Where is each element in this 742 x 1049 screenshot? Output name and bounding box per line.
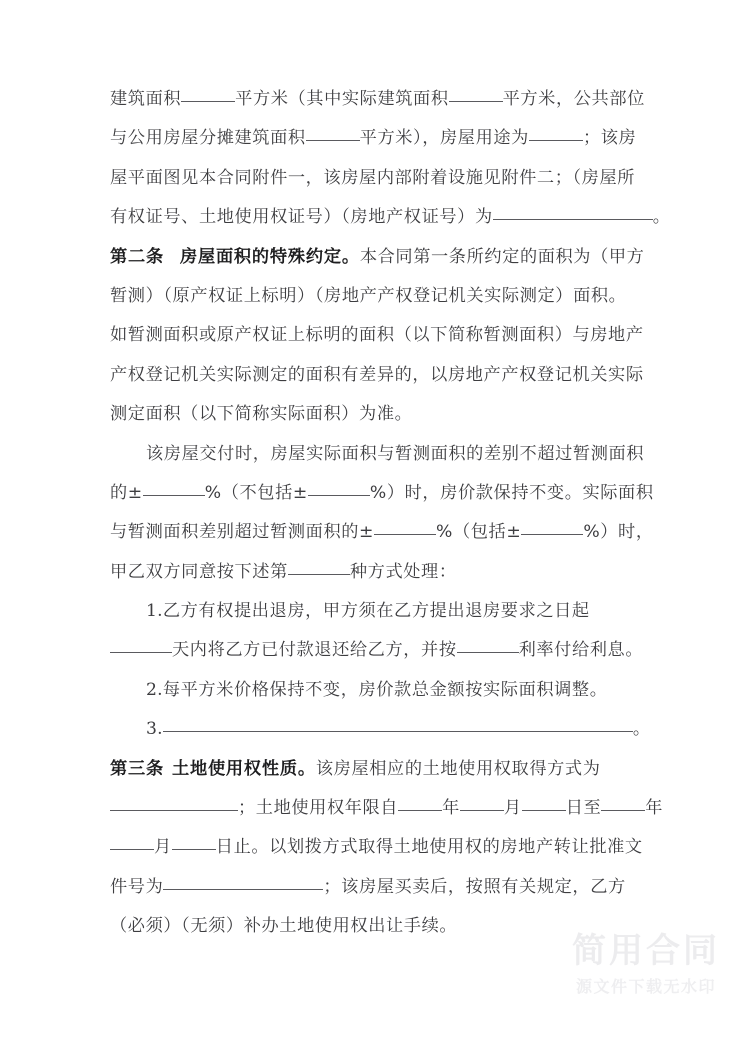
fill-in-blank[interactable] [460,793,504,811]
document-line [110,513,654,552]
document-text: %）时，房价款保持不变。实际面积 [369,482,654,503]
document-text: 种方式处理： [349,561,457,582]
document-text: 平方米），房屋用途为 [359,128,529,149]
document-text: 年 [645,798,664,819]
document-line [110,592,634,631]
document-text: 年 [442,798,460,819]
document-text: 屋平面图见本合同附件一，该房屋内部附着设施见附件二；（房屋所 [110,167,636,188]
clause-heading: 土地使用权性质。 [171,758,316,779]
document-line [110,159,634,198]
fill-in-blank[interactable] [163,872,323,890]
document-text: 乙方有权提出退房，甲方须在乙方提出退房要求之日起 [162,601,590,622]
document-text: ；该房屋买卖后，按照有关规定，乙方 [323,876,626,897]
fill-in-blank[interactable] [181,84,235,102]
fill-in-blank[interactable] [110,832,154,850]
document-text: %（不包括± [204,482,308,503]
document-text: 甲乙双方同意按下述第 [110,561,288,582]
document-text: 平方米，公共部位 [502,89,645,109]
document-text: %）时， [583,522,654,543]
document-text: ；土地使用权年限自 [238,798,399,819]
fill-in-blank[interactable] [163,714,633,732]
document-text: 暂测）（原产权证上标明）（房地产产权登记机关实际测定）面积。 [110,285,627,306]
document-text: 平方米（其中实际建筑面积 [235,89,449,109]
document-text: 如暂测面积或原产权证上标明的面积（以下简称暂测面积）与房地产 [110,325,644,346]
watermark-main-text: 简用合同 [572,931,720,972]
fill-in-blank[interactable] [172,832,216,850]
document-line [110,789,664,828]
document-text: 有权证号、土地使用权证号）（房地产权证号）为 [110,207,493,228]
fill-in-blank[interactable] [306,123,360,141]
fill-in-blank[interactable] [110,635,172,653]
document-text: 件号为 [110,876,164,897]
document-line [110,356,644,395]
document-text: ；该房 [582,128,637,149]
fill-in-blank[interactable] [521,517,583,535]
document-text: 该房屋交付时，房屋实际面积与暂测面积的差别不超过暂测面积 [146,443,645,464]
document-line [110,119,637,158]
watermark-sub-text: 源文件下载无水印 [575,977,716,996]
document-line [110,828,643,867]
document-text: 月 [503,798,522,819]
list-number: 2. [146,679,163,700]
document-line [110,474,654,513]
document-text: 建筑面积 [110,89,182,109]
fill-in-blank[interactable] [493,202,653,220]
document-text: 。 [652,207,671,228]
fill-in-blank[interactable] [374,517,436,535]
document-line [110,395,634,434]
document-text: （必须）（无须）补办土地使用权出让手续。 [110,916,458,937]
document-line [110,80,645,119]
document-line [110,671,634,710]
document-body [110,80,671,947]
document-text: 测定面积（以下简称实际面积）为准。 [110,404,413,425]
document-line [110,710,651,749]
clause-heading: 房屋面积的特殊约定。 [179,246,360,267]
document-line [110,277,634,316]
fill-in-blank[interactable] [457,635,519,653]
document-text: 的± [110,482,143,503]
fill-in-blank[interactable] [449,84,503,102]
document-text: 与公用房屋分摊建筑面积 [110,128,306,149]
document-text: 本合同第一条所约定的面积为（甲方 [359,246,645,267]
clause-heading: 第二条 [110,246,164,267]
document-line [110,316,644,355]
fill-in-blank[interactable] [601,793,645,811]
fill-in-blank[interactable] [529,123,583,141]
document-text: 。 [632,719,651,740]
fill-in-blank[interactable] [143,478,205,496]
document-text: 日至 [565,798,602,819]
list-number: 3. [146,719,163,740]
fill-in-blank[interactable] [398,793,442,811]
document-text: 每平方米价格保持不变，房价款总金额按实际面积调整。 [162,679,608,700]
document-line [110,198,671,237]
document-line [110,631,644,670]
document-text: 月 [154,837,172,858]
clause-heading: 第三条 [110,758,164,779]
document-text: 日止。以划拨方式取得土地使用权的房地产转让批准文 [215,837,643,858]
document-line [110,868,634,907]
fill-in-blank[interactable] [522,793,566,811]
document-text: 与暂测面积差别超过暂测面积的± [110,522,375,543]
fill-in-blank[interactable] [110,793,238,811]
list-number: 1. [146,601,163,622]
document-line [110,907,634,946]
document-line [110,238,645,277]
fill-in-blank[interactable] [288,557,350,575]
document-line [110,435,645,474]
document-text: %（包括± [436,522,522,543]
document-text: 产权登记机关实际测定的面积有差异的，以房地产产权登记机关实际 [110,364,644,385]
document-text: 该房屋相应的土地使用权取得方式为 [315,758,601,779]
fill-in-blank[interactable] [308,478,370,496]
document-line [110,750,634,789]
document-text: 天内将乙方已付款退还给乙方，并按 [172,640,457,661]
document-text: 利率付给利息。 [518,640,644,661]
document-line [110,553,634,592]
